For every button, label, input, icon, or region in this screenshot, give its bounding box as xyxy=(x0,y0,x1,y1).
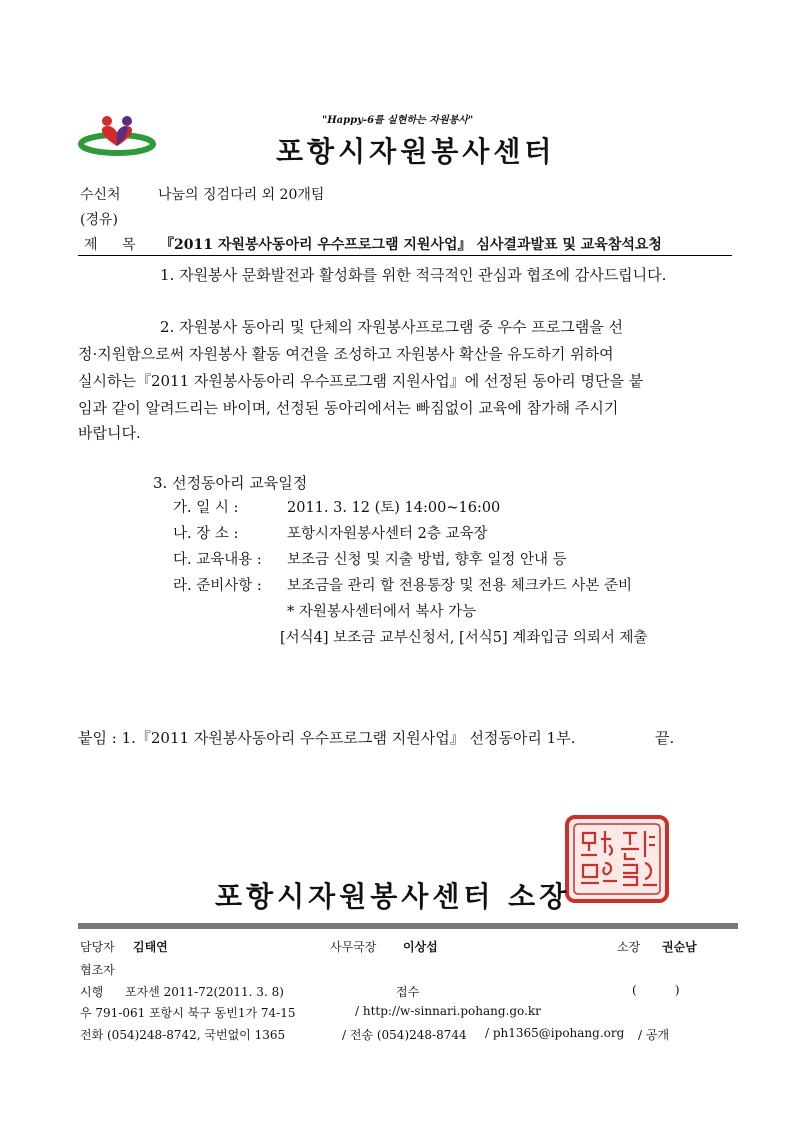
receipt-value: ( ) xyxy=(632,983,680,997)
coop-label: 협조자 xyxy=(80,963,115,977)
schedule-key: 다. 교육내용 : xyxy=(173,552,262,568)
staff-name: 김태연 xyxy=(133,940,168,954)
manager-name: 이상섭 xyxy=(403,940,438,954)
schedule-value: 포항시자원봉사센터 2층 교육장 xyxy=(287,526,488,542)
via-label: (경유) xyxy=(80,212,118,228)
schedule-item xyxy=(173,548,733,568)
schedule-item xyxy=(173,522,733,542)
paragraph-2-line-4: 임과 같이 알려드리는 바이며, 선정된 동아리에서는 빠짐없이 교육에 참가해 주시기 xyxy=(78,399,619,417)
schedule-key: 나. 장 소 : xyxy=(173,526,239,542)
email-link[interactable]: / ph1365@ipohang.org xyxy=(485,1026,625,1040)
paragraph-2-line-1: 2. 자원봉사 동아리 및 단체의 자원봉사프로그램 중 우수 프로그램을 선 xyxy=(160,318,623,336)
official-seal-icon xyxy=(565,815,669,903)
director-name: 권순남 xyxy=(662,940,697,954)
recipient-label: 수신처 xyxy=(80,187,121,203)
enforce-value: 포자센 2011-72(2011. 3. 8) xyxy=(125,985,284,999)
note-forms: [서식4] 보조금 교부신청서, [서식5] 계좌입금 의뢰서 제출 xyxy=(280,630,648,646)
schedule-item xyxy=(173,574,733,594)
receipt-label: 접수 xyxy=(396,985,420,999)
subject-row xyxy=(78,233,732,256)
schedule-value: 보조금 신청 및 지출 방법, 향후 일정 안내 등 xyxy=(287,552,567,568)
fax: / 전송 (054)248-8744 xyxy=(342,1028,467,1042)
phone: 전화 (054)248-8742, 국번없이 1365 xyxy=(80,1028,286,1042)
footer-divider xyxy=(78,923,738,929)
center-logo-icon xyxy=(78,108,156,158)
director-label: 소장 xyxy=(617,940,641,954)
website-link[interactable]: / http://w-sinnari.pohang.go.kr xyxy=(355,1004,541,1018)
subject-label: 제 목 xyxy=(84,237,146,253)
org-title: 포항시자원봉사센터 xyxy=(276,135,556,168)
paragraph-2-line-2: 정·지원함으로써 자원봉사 활동 여건을 조성하고 자원봉사 확산을 유도하기 위하여 xyxy=(78,345,614,363)
paragraph-2-line-5: 바랍니다. xyxy=(78,424,141,442)
enforce-label: 시행 xyxy=(80,985,104,999)
attachment-line: 붙임 : 1.『2011 자원봉사동아리 우수프로그램 지원사업』 선정동아리 1부. xyxy=(78,729,576,747)
schedule-item xyxy=(173,496,733,516)
closing-title: 포항시자원봉사센터 소장 xyxy=(215,880,571,913)
address: 우 791-061 포항시 북구 동빈1가 74-15 xyxy=(80,1006,296,1020)
manager-label: 사무국장 xyxy=(330,940,377,954)
subject-value: 『2011 자원봉사동아리 우수프로그램 지원사업』 심사결과발표 및 교육참석요청 xyxy=(160,237,662,253)
paragraph-3-title: 3. 선정동아리 교육일정 xyxy=(153,474,308,492)
schedule-value: 보조금을 관리 할 전용통장 및 전용 체크카드 사본 준비 xyxy=(287,578,633,594)
public-flag: / 공개 xyxy=(638,1028,670,1042)
slogan: "Happy-6를 실현하는 자원봉사" xyxy=(322,115,474,126)
note-copy: * 자원봉사센터에서 복사 가능 xyxy=(287,604,477,620)
paragraph-1: 1. 자원봉사 문화발전과 활성화를 위한 적극적인 관심과 협조에 감사드립니다. xyxy=(160,266,667,284)
end-mark: 끝. xyxy=(655,729,675,747)
paragraph-2-line-3: 실시하는『2011 자원봉사동아리 우수프로그램 지원사업』에 선정된 동아리 명단을 붙 xyxy=(78,372,644,390)
recipient-value: 나눔의 징검다리 외 20개팀 xyxy=(158,187,325,203)
schedule-key: 가. 일 시 : xyxy=(173,500,239,516)
staff-label: 담당자 xyxy=(80,940,115,954)
schedule-value: 2011. 3. 12 (토) 14:00~16:00 xyxy=(287,500,501,516)
schedule-key: 라. 준비사항 : xyxy=(173,578,262,594)
